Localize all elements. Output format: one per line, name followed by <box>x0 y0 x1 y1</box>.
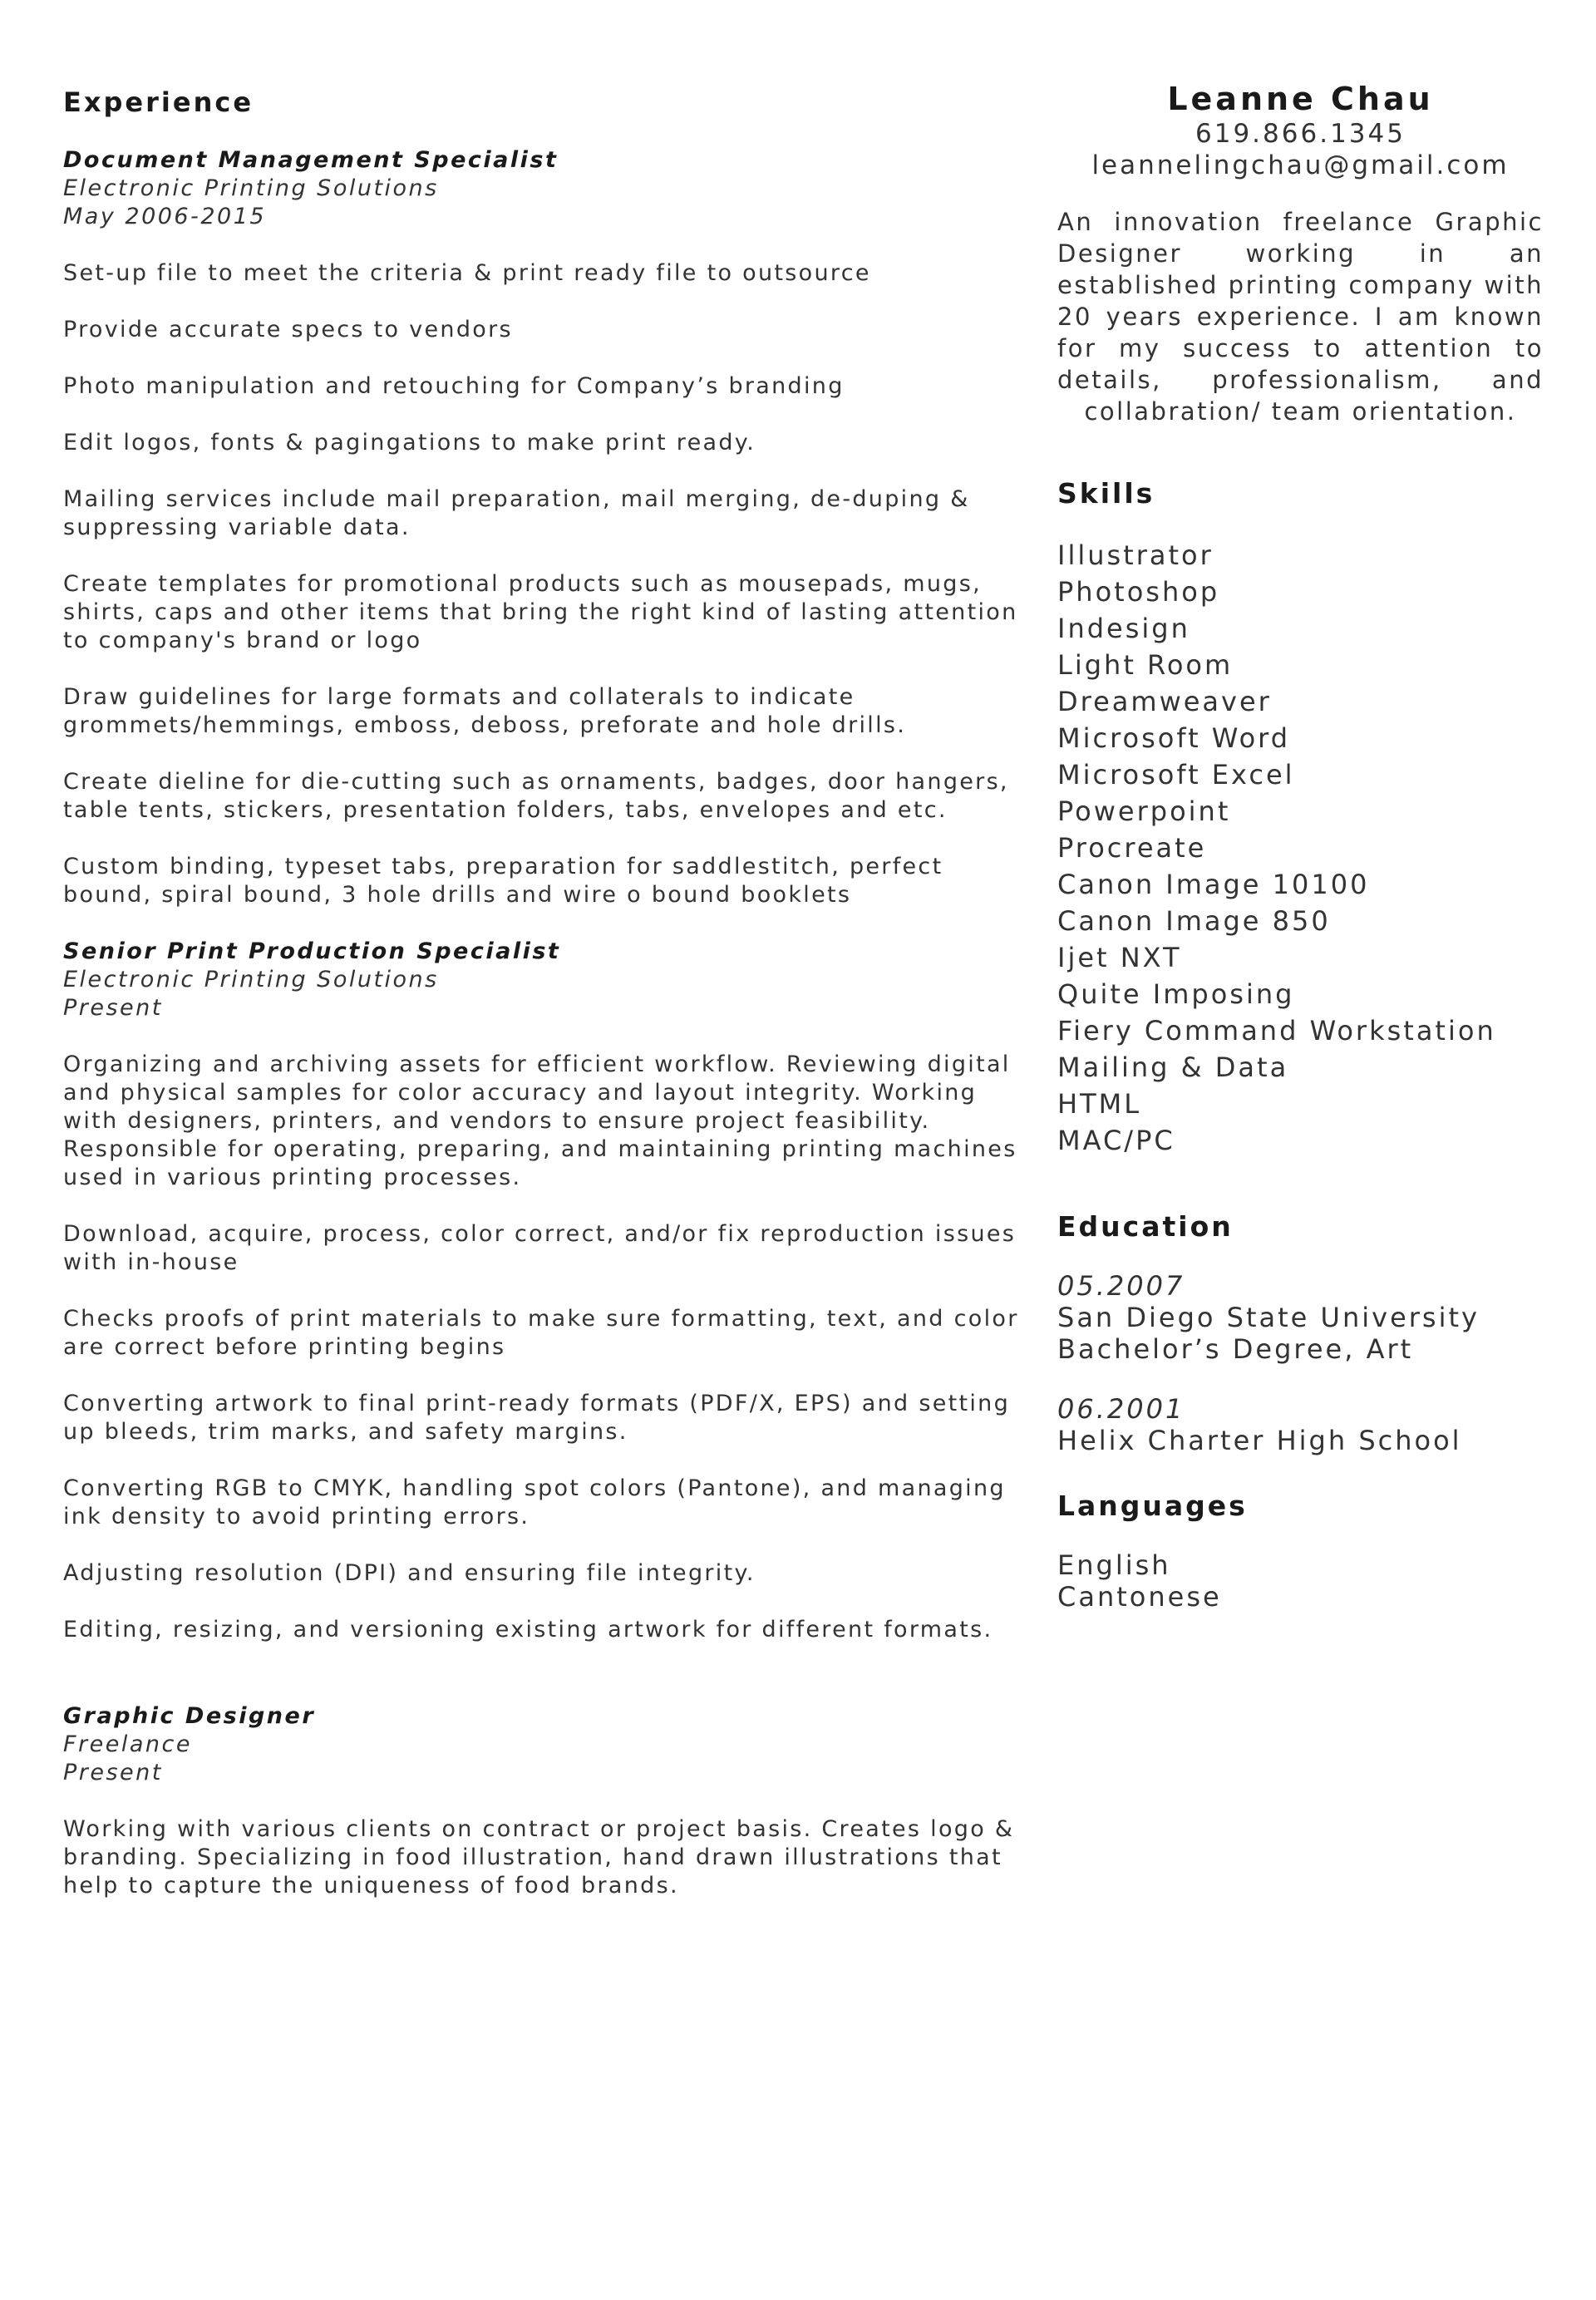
skill-item: Mailing & Data <box>1057 1051 1289 1083</box>
phone-number: 619.866.1345 <box>1195 119 1406 149</box>
duty-item: Mailing services include mail preparation, mail merging, de-duping & suppressing variable data. <box>63 486 970 540</box>
job-dates: Present <box>63 1760 163 1785</box>
duty-item: Converting RGB to CMYK, handling spot colors (Pantone), and managing ink density to avoid printing errors. <box>63 1475 1006 1529</box>
job-title: Document Management Specialist <box>63 147 559 173</box>
job-entry <box>63 146 1019 909</box>
skill-item: Photoshop <box>1057 576 1220 608</box>
job-title: Graphic Designer <box>63 1703 316 1729</box>
education-section <box>1057 1210 1544 1456</box>
duty-item: Organizing and archiving assets for efficient workflow. Reviewing digital and physical samples for color accuracy and layout integrity. Working with designers, printers, and vendors to ensure project feasibility. Responsible for operating, preparing, and maintaining printing machines used in various printing processes. <box>63 1051 1017 1190</box>
skill-item: Illustrator <box>1057 539 1214 571</box>
education-school: Helix Charter High School <box>1057 1425 1462 1456</box>
profile-summary: An innovation freelance Graphic Designer working in an established printing company with 20 years experience. I am known for my success to attention to details, professionalism, and collabration/ team orientation. <box>1057 208 1544 426</box>
skill-item: Ijet NXT <box>1057 942 1182 973</box>
job-title: Senior Print Production Specialist <box>63 938 561 964</box>
education-degree: Bachelor’s Degree, Art <box>1057 1333 1414 1365</box>
skills-heading: Skills <box>1057 477 1155 510</box>
education-school: San Diego State University <box>1057 1302 1480 1333</box>
skill-item: Fiery Command Workstation <box>1057 1015 1496 1047</box>
skill-item: MAC/PC <box>1057 1125 1175 1156</box>
candidate-name: Leanne Chau <box>1167 81 1434 117</box>
skill-item: Microsoft Word <box>1057 722 1291 754</box>
duty-item: Download, acquire, process, color correct, and/or fix reproduction issues with in-house <box>63 1221 1017 1275</box>
skill-item: Light Room <box>1057 649 1234 681</box>
experience-section <box>63 86 1019 1900</box>
job-dates: May 2006-2015 <box>63 204 267 229</box>
duty-item: Provide accurate specs to vendors <box>63 317 513 342</box>
languages-section <box>1057 1490 1544 1613</box>
duty-item: Custom binding, typeset tabs, preparation for saddlestitch, perfect bound, spiral bound, 3 hole drills and wire o bound booklets <box>63 854 943 908</box>
skill-item: Dreamweaver <box>1057 686 1272 717</box>
duty-item: Photo manipulation and retouching for Company’s branding <box>63 373 845 399</box>
sidebar <box>1057 80 1544 1613</box>
duty-item: Create templates for promotional products such as mousepads, mugs, shirts, caps and other items that bring the right kind of lasting attention to company's brand or logo <box>63 571 1018 653</box>
skill-item: Canon Image 850 <box>1057 905 1331 937</box>
duty-item: Create dieline for die-cutting such as ornaments, badges, door hangers, table tents, stickers, presentation folders, tabs, envelopes and etc. <box>63 769 1009 823</box>
education-item <box>1057 1393 1544 1456</box>
job-company: Electronic Printing Solutions <box>63 175 439 201</box>
languages-heading: Languages <box>1057 1490 1248 1522</box>
skill-item: Microsoft Excel <box>1057 759 1295 790</box>
job-company: Electronic Printing Solutions <box>63 967 439 992</box>
duty-item: Editing, resizing, and versioning existing artwork for different formats. <box>63 1617 993 1643</box>
job-duties <box>63 259 1019 909</box>
experience-heading: Experience <box>63 86 254 118</box>
education-date: 05.2007 <box>1057 1270 1185 1302</box>
education-item <box>1057 1270 1544 1365</box>
skill-item: Indesign <box>1057 613 1190 644</box>
skill-item: Procreate <box>1057 832 1207 864</box>
skill-item: Powerpoint <box>1057 795 1231 827</box>
job-company: Freelance <box>63 1731 192 1757</box>
skills-section <box>1057 477 1544 1159</box>
duty-item: Checks proofs of print materials to make sure formatting, text, and color are correct before printing begins <box>63 1306 1019 1360</box>
language-item: English <box>1057 1549 1171 1581</box>
education-date: 06.2001 <box>1057 1393 1185 1425</box>
skill-item: Canon Image 10100 <box>1057 869 1370 900</box>
skill-item: Quite Imposing <box>1057 978 1295 1010</box>
duty-item: Draw guidelines for large formats and collaterals to indicate grommets/hemmings, emboss, deboss, preforate and hole drills. <box>63 684 907 738</box>
duty-item: Adjusting resolution (DPI) and ensuring file integrity. <box>63 1560 756 1586</box>
job-entry <box>63 1702 1019 1900</box>
job-duties <box>63 1051 1019 1644</box>
education-heading: Education <box>1057 1210 1234 1243</box>
job-entry <box>63 938 1019 1644</box>
duty-item: Edit logos, fonts & pagingations to make print ready. <box>63 430 756 456</box>
skill-item: HTML <box>1057 1088 1142 1120</box>
duty-item: Converting artwork to final print-ready formats (PDF/X, EPS) and setting up bleeds, trim marks, and safety margins. <box>63 1391 1011 1445</box>
email-address: leannelingchau@gmail.com <box>1091 150 1510 180</box>
duty-item: Working with various clients on contract or project basis. Creates logo & branding. Specializing in food illustration, hand drawn illustrations that help to capture the uniqueness of food brands. <box>63 1816 1015 1899</box>
language-item: Cantonese <box>1057 1581 1222 1613</box>
job-duties <box>63 1815 1019 1900</box>
duty-item: Set-up file to meet the criteria & print ready file to outsource <box>63 260 871 286</box>
job-dates: Present <box>63 995 163 1021</box>
